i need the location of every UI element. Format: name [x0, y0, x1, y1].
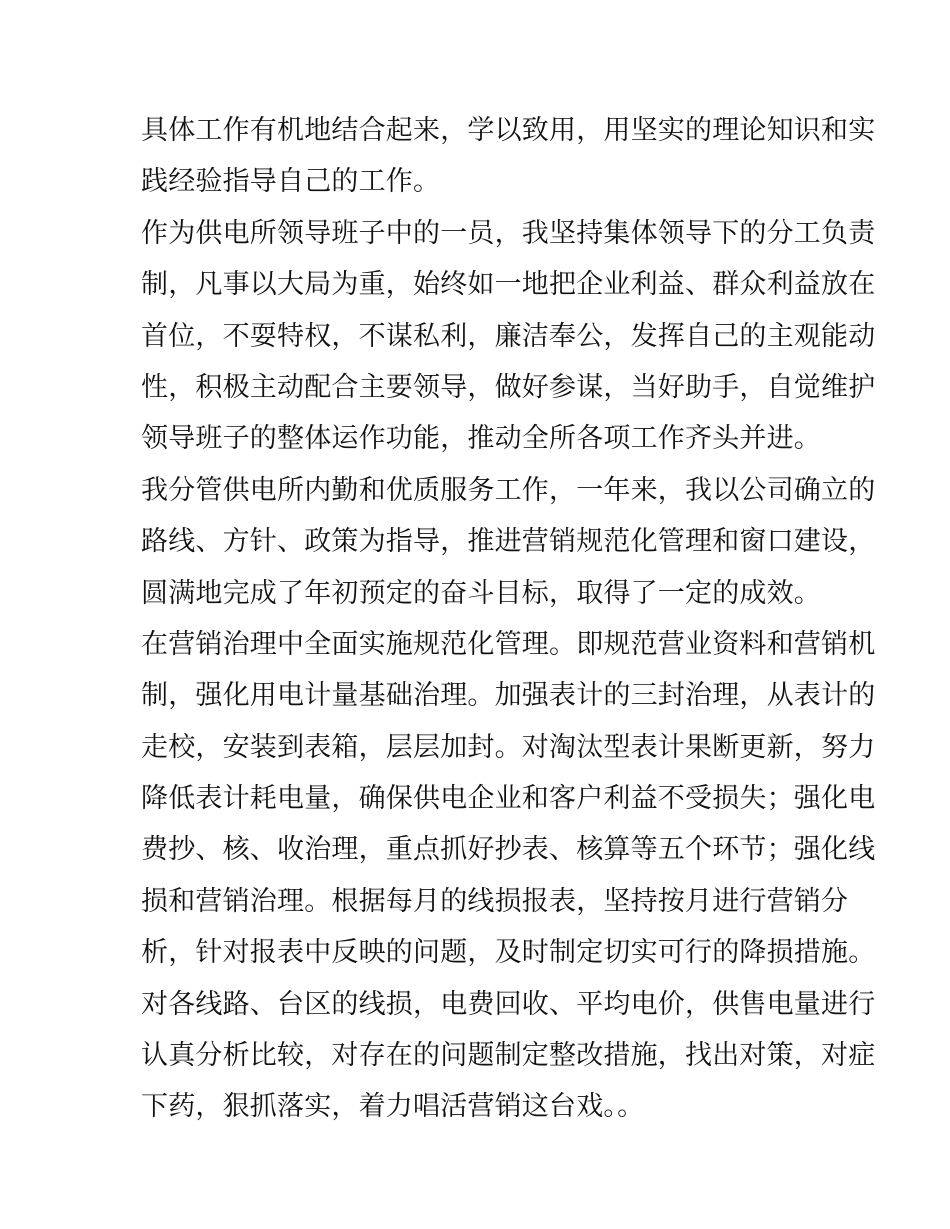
text-line: 损和营销治理。根据每月的线损报表，坚持按月进行营销分	[141, 885, 849, 917]
text-line: 践经验指导自己的工作。	[141, 166, 441, 198]
text-line: 我分管供电所内勤和优质服务工作，一年来，我以公司确立的	[141, 474, 876, 506]
body-text	[141, 105, 876, 1133]
text-line: 析，针对报表中反映的问题，及时制定切实可行的降损措施。	[141, 937, 876, 969]
text-line: 具体工作有机地结合起来，学以致用，用坚实的理论知识和实	[141, 115, 876, 146]
text-line: 对各线路、台区的线损，电费回收、平均电价，供售电量进行	[141, 988, 876, 1020]
text-line: 作为供电所领导班子中的一员，我坚持集体领导下的分工负责	[141, 217, 876, 249]
text-line: 走校，安装到表箱，层层加封。对淘汰型表计果断更新，努力	[141, 731, 876, 763]
text-line: 认真分析比较，对存在的问题制定整改措施，找出对策，对症	[141, 1040, 876, 1072]
text-line: 圆满地完成了年初预定的奋斗目标，取得了一定的成效。	[141, 577, 821, 609]
text-line: 性，积极主动配合主要领导，做好参谋，当好助手，自觉维护	[141, 371, 876, 403]
text-line: 领导班子的整体运作功能，推动全所各项工作齐头并进。	[141, 423, 821, 455]
text-line: 制，凡事以大局为重，始终如一地把企业利益、群众利益放在	[141, 269, 876, 301]
text-line: 制，强化用电计量基础治理。加强表计的三封治理，从表计的	[141, 680, 876, 712]
text-line: 在营销治理中全面实施规范化管理。即规范营业资料和营销机	[141, 628, 876, 660]
text-line: 下药，狠抓落实，着力唱活营销这台戏。。	[141, 1091, 645, 1123]
text-line: 路线、方针、政策为指导，推进营销规范化管理和窗口建设，	[141, 526, 876, 558]
text-line: 首位，不耍特权，不谋私利，廉洁奉公，发挥自己的主观能动	[141, 320, 876, 352]
text-line: 降低表计耗电量，确保供电企业和客户利益不受损失；强化电	[141, 783, 876, 815]
text-line: 费抄、核、收治理，重点抓好抄表、核算等五个环节；强化线	[141, 834, 876, 866]
